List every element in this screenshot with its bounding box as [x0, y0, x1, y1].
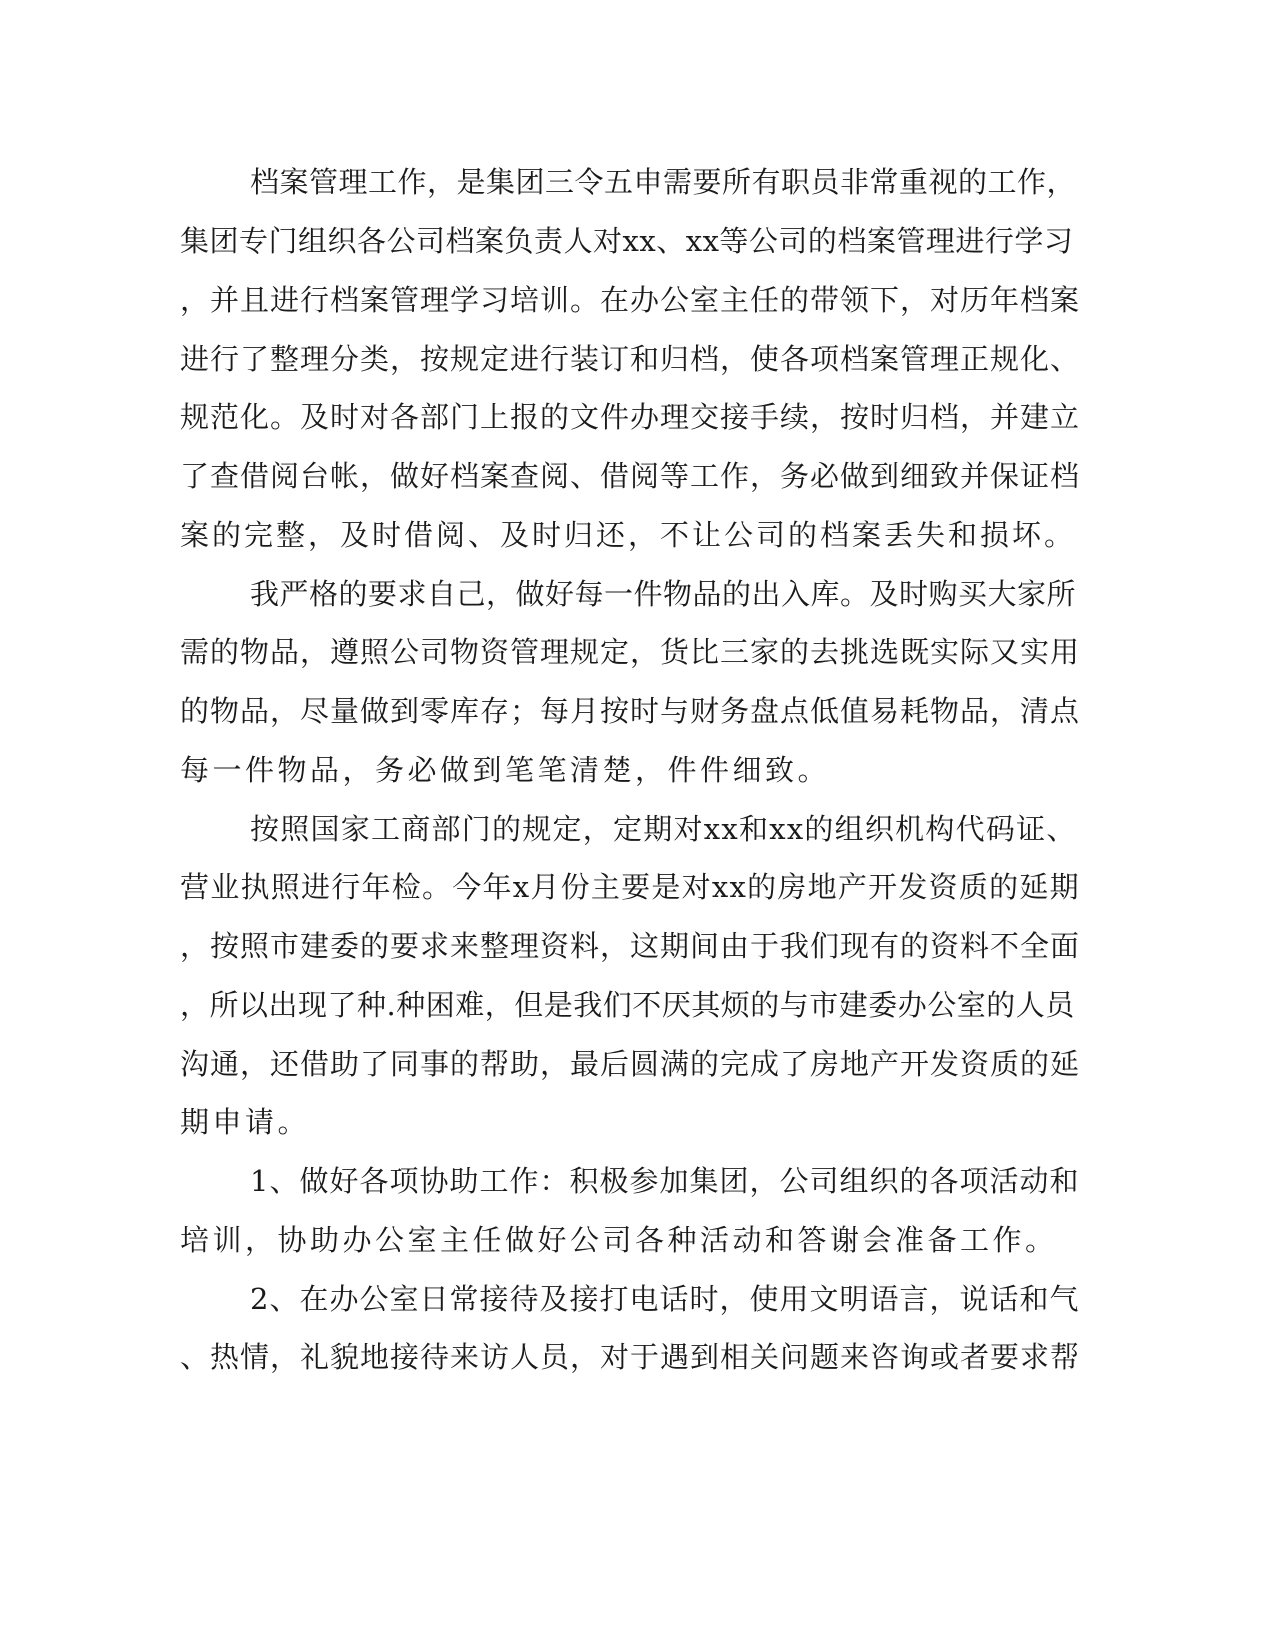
text-line: 、热情，礼貌地接待来访人员，对于遇到相关问题来咨询或者要求帮 — [180, 1340, 1081, 1374]
text-line: 按照国家工商部门的规定，定期对xx和xx的组织机构代码证、 — [250, 812, 1077, 846]
text-line: ，按照市建委的要求来整理资料，这期间由于我们现有的资料不全面 — [180, 929, 1081, 963]
text-line: 2、在办公室日常接待及接打电话时，使用文明语言，说话和气 — [250, 1282, 1080, 1316]
text-line: 规范化。及时对各部门上报的文件办理交接手续，按时归档，并建立 — [180, 400, 1081, 434]
text-line: 需的物品，遵照公司物资管理规定，货比三家的去挑选既实际又实用 — [180, 635, 1081, 669]
text-line: 沟通，还借助了同事的帮助，最后圆满的完成了房地产开发资质的延 — [180, 1047, 1081, 1081]
text-line: 1、做好各项协助工作：积极参加集团，公司组织的各项活动和 — [250, 1164, 1080, 1198]
text-line: 期申请。 — [180, 1105, 311, 1139]
text-line: ，所以出现了种.种困难，但是我们不厌其烦的与市建委办公室的人员 — [180, 988, 1075, 1022]
text-line: 进行了整理分类，按规定进行装订和归档，使各项档案管理正规化、 — [180, 342, 1081, 376]
text-line: 每一件物品，务必做到笔笔清楚，件件细致。 — [180, 753, 831, 787]
text-line: 了查借阅台帐，做好档案查阅、借阅等工作，务必做到细致并保证档 — [180, 459, 1081, 493]
text-line: 档案管理工作，是集团三令五申需要所有职员非常重视的工作， — [250, 165, 1077, 199]
text-line: ，并且进行档案管理学习培训。在办公室主任的带领下，对历年档案 — [180, 283, 1081, 317]
text-line: 营业执照进行年检。今年x月份主要是对xx的房地产开发资质的延期 — [180, 870, 1080, 904]
text-line: 集团专门组织各公司档案负责人对xx、xx等公司的档案管理进行学习 — [180, 224, 1074, 258]
text-line: 案的完整，及时借阅、及时归还，不让公司的档案丢失和损坏。 — [180, 518, 1077, 552]
text-line: 我严格的要求自己，做好每一件物品的出入库。及时购买大家所 — [250, 577, 1077, 611]
text-line: 培训，协助办公室主任做好公司各种活动和答谢会准备工作。 — [180, 1223, 1058, 1257]
text-line: 的物品，尽量做到零库存；每月按时与财务盘点低值易耗物品，清点 — [180, 694, 1081, 728]
